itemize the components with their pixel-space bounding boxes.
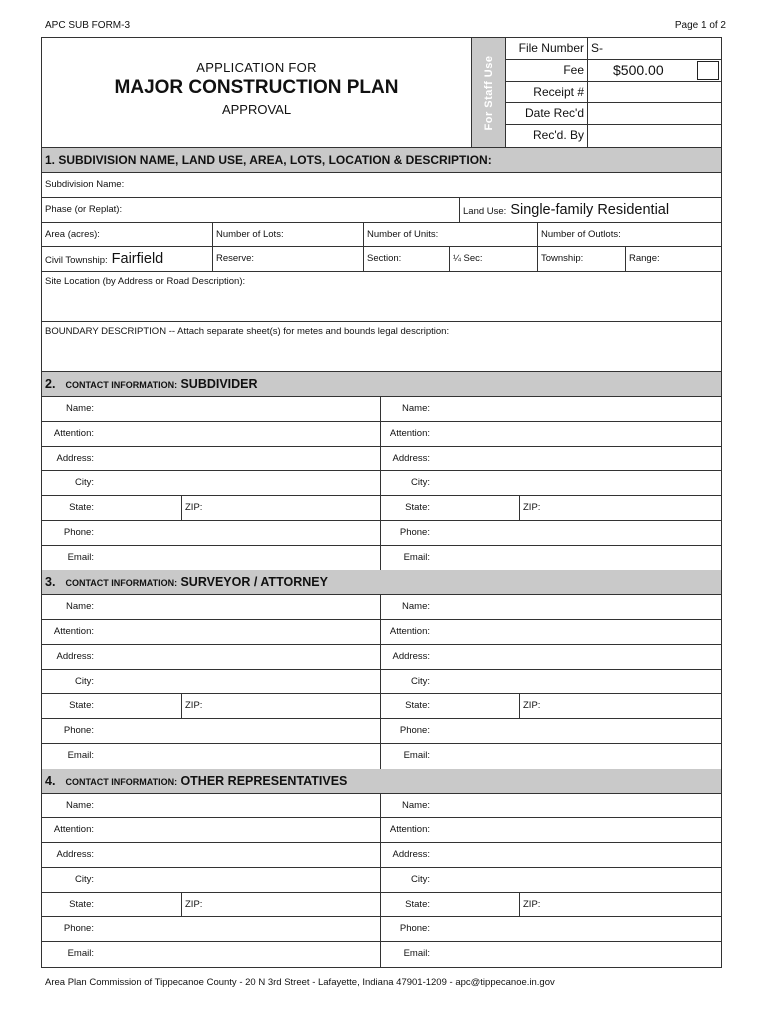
staff-row-date-received (506, 103, 721, 125)
section-4-header (42, 769, 721, 794)
section-title: OTHER REPRESENTATIVES (180, 773, 348, 788)
contact-row-email (42, 744, 721, 769)
civil-township-label: Civil Township: (45, 255, 108, 267)
staff-label: File Number (506, 38, 588, 59)
name-input-right[interactable] (433, 794, 721, 818)
contact-row-phone (42, 719, 721, 744)
contact-row-address (42, 447, 721, 472)
contact-row-state-zip (42, 694, 721, 719)
section-2-header (42, 372, 721, 397)
receipt-field[interactable] (588, 82, 721, 103)
subdivision-name-row (42, 173, 721, 198)
phone-label: Phone: (399, 725, 430, 736)
contact-row-state-zip (42, 496, 721, 521)
address-label: Address: (392, 849, 430, 860)
name-label: Name: (402, 799, 430, 811)
city-label: City: (411, 477, 430, 489)
section-field[interactable]: Section: (364, 247, 450, 271)
boundary-description-field[interactable]: BOUNDARY DESCRIPTION -- Attach separate sheet(s) for metes and bounds legal description: (45, 326, 450, 337)
civil-township-field[interactable] (42, 247, 213, 271)
email-label: Email: (403, 551, 430, 563)
section-1-header: 1. SUBDIVISION NAME, LAND USE, AREA, LOTS, LOCATION & DESCRIPTION: (42, 148, 721, 173)
address-label: Address: (56, 650, 94, 662)
title-line-3: APPROVAL (221, 102, 292, 117)
email-input-left[interactable] (97, 546, 380, 571)
attention-input-left[interactable] (97, 620, 380, 644)
city-input-left[interactable] (97, 471, 380, 495)
contact-row-phone (42, 521, 721, 546)
city-label: City: (75, 675, 94, 687)
name-input-left[interactable] (97, 397, 380, 421)
civil-township-value: Fairfield (111, 251, 164, 268)
contact-row-state-zip (42, 893, 721, 918)
email-label: Email: (403, 749, 430, 761)
area-field[interactable]: Area (acres): (42, 223, 213, 247)
attention-label: Attention: (389, 824, 430, 836)
zip-field-left[interactable]: ZIP: (181, 694, 380, 718)
contact-row-city (42, 670, 721, 695)
staff-label: Date Rec'd (506, 103, 588, 124)
section-prefix: CONTACT INFORMATION: (65, 776, 178, 787)
staff-label: Rec'd. By (506, 125, 588, 147)
section-prefix: CONTACT INFORMATION: (65, 578, 178, 589)
number-of-outlots-field[interactable]: Number of Outlots: (541, 228, 621, 240)
city-label: City: (411, 675, 430, 687)
staff-use-label: For Staff Use (482, 55, 495, 130)
phone-label: Phone: (399, 923, 430, 935)
staff-row-fee (506, 60, 721, 82)
township-field[interactable]: Township: (538, 247, 626, 271)
phone-label: Phone: (63, 725, 94, 736)
contact-row-city (42, 868, 721, 893)
address-input-left[interactable] (97, 645, 380, 669)
zip-field-left[interactable]: ZIP: (181, 496, 380, 520)
contact-row-city (42, 471, 721, 496)
land-use-field[interactable] (460, 198, 721, 222)
phone-label: Phone: (63, 923, 94, 935)
contact-row-name (42, 794, 721, 819)
phone-label: Phone: (63, 526, 94, 538)
name-label: Name: (66, 799, 94, 811)
number-of-units-field[interactable]: Number of Units: (364, 223, 538, 247)
staff-label: Fee (506, 60, 588, 81)
city-label: City: (411, 873, 430, 885)
city-input-right[interactable] (433, 868, 721, 892)
contact-row-attention (42, 620, 721, 645)
contact-row-name (42, 397, 721, 422)
phase-row (42, 198, 721, 223)
city-label: City: (75, 477, 94, 489)
section-title: SUBDIVIDER (180, 377, 258, 391)
name-input-left[interactable] (97, 595, 380, 619)
staff-row-receipt (506, 82, 721, 104)
attention-label: Attention: (53, 626, 94, 637)
phone-input-right[interactable] (433, 917, 721, 941)
address-input-left[interactable] (97, 843, 380, 867)
address-input-right[interactable] (433, 447, 721, 471)
city-input-left[interactable] (97, 670, 380, 694)
email-input-right[interactable] (433, 942, 721, 967)
attention-input-left[interactable] (97, 818, 380, 842)
staff-use-box (506, 38, 721, 147)
address-label: Address: (56, 849, 94, 860)
section-number: 3. (45, 575, 56, 590)
contact-row-email (42, 942, 721, 967)
email-input-right[interactable] (433, 744, 721, 769)
city-input-right[interactable] (433, 670, 721, 694)
address-input-right[interactable] (433, 645, 721, 669)
zip-field-right[interactable]: ZIP: (519, 496, 721, 520)
footer-address: Area Plan Commission of Tippecanoe County - 20 N 3rd Street - Lafayette, Indiana 47901-1209 - apc@tippecanoe.in.gov (45, 977, 555, 988)
section-3-header (42, 570, 721, 595)
form-id: APC SUB FORM-3 (45, 20, 131, 31)
title-line-2: MAJOR CONSTRUCTION PLAN (114, 77, 399, 98)
attention-input-right[interactable] (433, 818, 721, 842)
email-input-left[interactable] (97, 942, 380, 967)
title-line-1: APPLICATION FOR (196, 60, 317, 75)
name-label: Name: (402, 403, 430, 414)
section-prefix: CONTACT INFORMATION: (65, 380, 178, 390)
attention-label: Attention: (389, 427, 430, 439)
range-field[interactable]: Range: (629, 253, 660, 265)
phone-input-left[interactable] (97, 719, 380, 743)
state-label: State: (405, 700, 430, 712)
email-input-right[interactable] (433, 546, 721, 571)
fee-value: $500.00 (613, 61, 664, 78)
city-input-right[interactable] (433, 471, 721, 495)
state-input-left[interactable] (97, 893, 181, 917)
staff-use-tab (472, 38, 506, 147)
title-box (42, 38, 472, 147)
attention-label: Attention: (53, 427, 94, 439)
phone-input-right[interactable] (433, 521, 721, 545)
state-label: State: (69, 700, 94, 712)
phase-field[interactable]: Phase (or Replat): (42, 198, 460, 222)
attention-input-left[interactable] (97, 422, 380, 446)
phone-input-left[interactable] (97, 917, 380, 941)
area-row (42, 223, 721, 248)
zip-field-right[interactable]: ZIP: (519, 893, 721, 917)
land-use-label: Land Use: (463, 205, 507, 217)
email-label: Email: (403, 948, 430, 959)
name-label: Name: (66, 403, 94, 414)
surveyor-contact (42, 595, 721, 768)
subdivision-name-field[interactable]: Subdivision Name: (45, 179, 125, 190)
fee-field[interactable] (588, 60, 721, 81)
address-input-right[interactable] (433, 843, 721, 867)
city-label: City: (75, 873, 94, 885)
state-input-left[interactable] (97, 694, 181, 718)
staff-row-file-number (506, 38, 721, 60)
email-label: Email: (67, 551, 94, 563)
name-input-right[interactable] (433, 397, 721, 421)
boundary-description-row (42, 322, 721, 372)
zip-field-right[interactable]: ZIP: (519, 694, 721, 718)
land-use-value: Single-family Residential (510, 201, 670, 218)
attention-label: Attention: (389, 626, 430, 637)
received-by-field[interactable] (588, 125, 721, 147)
state-input-right[interactable] (433, 893, 519, 917)
address-input-left[interactable] (97, 447, 380, 471)
application-form (41, 37, 722, 968)
attention-label: Attention: (53, 824, 94, 836)
address-label: Address: (392, 452, 430, 464)
contact-row-phone (42, 917, 721, 942)
staff-label: Receipt # (506, 82, 588, 103)
attention-input-right[interactable] (433, 620, 721, 644)
address-label: Address: (392, 650, 430, 662)
contact-row-address (42, 645, 721, 670)
zip-field-left[interactable]: ZIP: (181, 893, 380, 917)
name-label: Name: (66, 601, 94, 613)
state-input-right[interactable] (433, 496, 519, 520)
contact-row-attention (42, 818, 721, 843)
number-of-lots-field[interactable]: Number of Lots: (213, 223, 364, 247)
site-location-field[interactable]: Site Location (by Address or Road Description): (45, 276, 246, 287)
city-input-left[interactable] (97, 868, 380, 892)
state-label: State: (405, 898, 430, 910)
attention-input-right[interactable] (433, 422, 721, 446)
state-label: State: (69, 898, 94, 910)
phone-input-left[interactable] (97, 521, 380, 545)
section-number: 2. (45, 377, 56, 391)
name-input-left[interactable] (97, 794, 380, 818)
fee-checkbox[interactable] (697, 61, 719, 80)
township-row (42, 247, 721, 272)
quarter-section-field[interactable]: ¼ Sec: (450, 247, 538, 271)
state-input-left[interactable] (97, 496, 181, 520)
email-input-left[interactable] (97, 744, 380, 769)
date-received-field[interactable] (588, 103, 721, 124)
contact-row-name (42, 595, 721, 620)
contact-row-address (42, 843, 721, 868)
subdivider-contact (42, 397, 721, 570)
form-header (42, 38, 721, 148)
address-label: Address: (56, 452, 94, 464)
phone-input-right[interactable] (433, 719, 721, 743)
page-number: Page 1 of 2 (674, 20, 726, 31)
state-input-right[interactable] (433, 694, 519, 718)
state-label: State: (69, 502, 94, 513)
site-location-row (42, 272, 721, 322)
phone-label: Phone: (399, 526, 430, 538)
other-representatives-contact (42, 794, 721, 967)
name-input-right[interactable] (433, 595, 721, 619)
section-title: SURVEYOR / ATTORNEY (180, 575, 328, 590)
email-label: Email: (67, 948, 94, 959)
reserve-field[interactable]: Reserve: (213, 247, 364, 271)
section-number: 4. (45, 773, 56, 788)
state-label: State: (405, 502, 430, 513)
staff-row-received-by (506, 125, 721, 147)
contact-row-attention (42, 422, 721, 447)
name-label: Name: (402, 601, 430, 613)
file-number-field[interactable]: S- (591, 41, 603, 55)
contact-row-email (42, 546, 721, 571)
email-label: Email: (67, 749, 94, 761)
